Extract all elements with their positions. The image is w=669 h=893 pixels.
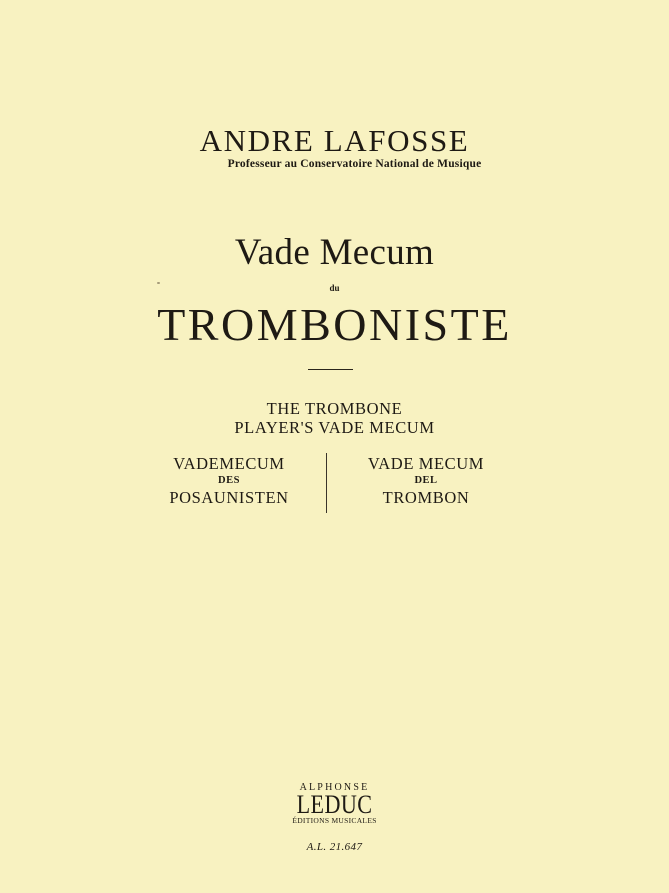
publisher-line-3: ÉDITIONS MUSICALES — [292, 816, 377, 825]
german-title-line-3: POSAUNISTEN — [169, 488, 289, 507]
title-connector: du — [329, 283, 340, 293]
english-title-line-2: PLAYER'S VADE MECUM — [234, 418, 435, 437]
title-line-1: Vade Mecum — [234, 232, 435, 273]
title-divider — [308, 369, 353, 370]
german-title-line-1: VADEMECUM — [173, 454, 285, 473]
german-title-line-2: DES — [218, 475, 240, 486]
publisher-logo-name: LEDUC — [296, 790, 373, 819]
english-title-line-1: THE TROMBONE — [266, 399, 403, 418]
publisher-line-1: ALPHONSE — [299, 782, 370, 793]
spanish-title — [326, 455, 526, 507]
german-title — [129, 455, 329, 507]
spanish-title-line-2: DEL — [414, 475, 438, 486]
author-position: Professeur au Conservatoire National de Musique — [227, 158, 482, 170]
author-name: ANDRE LAFOSSE — [199, 123, 470, 158]
spanish-title-line-1: VADE MECUM — [367, 454, 485, 473]
catalog-number: A.L. 21.647 — [306, 841, 363, 853]
spanish-title-line-3: TROMBON — [382, 488, 470, 507]
title-line-2: TROMBONISTE — [157, 299, 512, 350]
paper-speck — [157, 282, 160, 284]
